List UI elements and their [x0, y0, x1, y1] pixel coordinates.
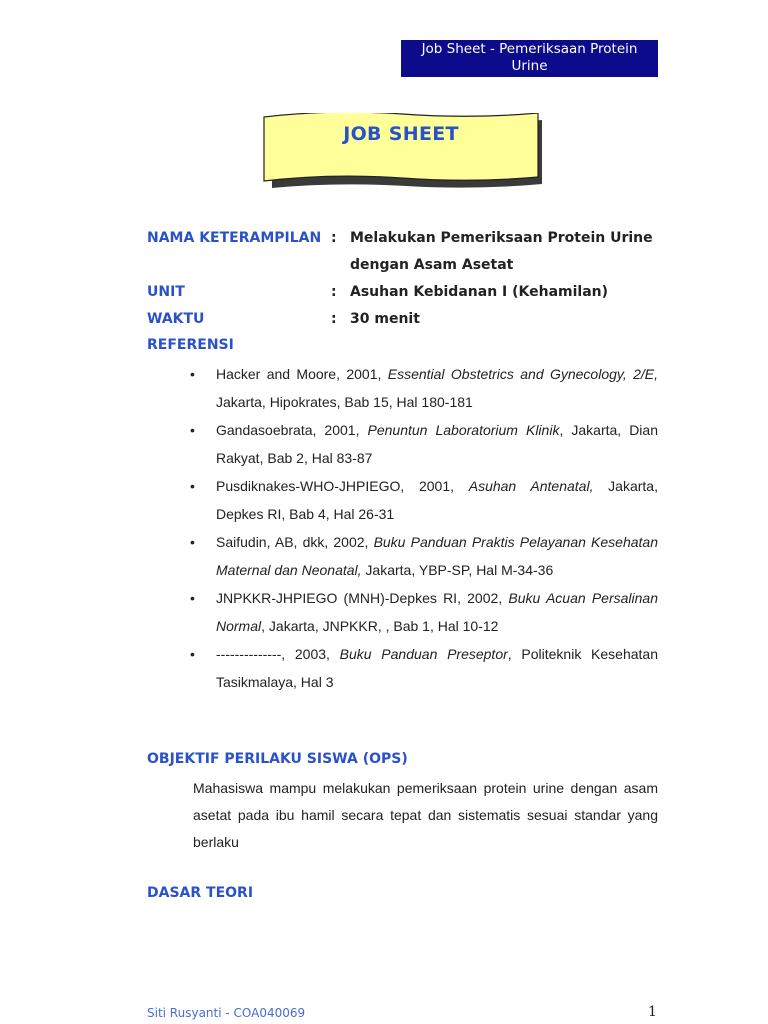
reference-author: --------------, 2003, [216, 646, 340, 662]
heading-ops: OBJEKTIF PERILAKU SISWA (OPS) [147, 751, 408, 767]
reference-details: , Politeknik Kesehatan Tasikmalaya, Hal 3 [216, 646, 658, 690]
header-title-line1: Job Sheet - Pemeriksaan Protein [421, 41, 638, 57]
reference-title: Essential Obstetrics and Gynecology, 2/E, [387, 366, 659, 382]
footer-author: Siti Rusyanti - COA040069 [147, 1006, 306, 1020]
reference-item [190, 417, 658, 472]
value-unit: Asuhan Kebidanan I (Kehamilan) [350, 284, 609, 300]
reference-author: Pusdiknakes-WHO-JHPIEGO, 2001, [216, 478, 469, 494]
reference-details: , Jakarta, Dian Rakyat, Bab 2, Hal 83-87 [216, 422, 658, 466]
ops-paragraph: Mahasiswa mampu melakukan pemeriksaan protein urine dengan asam asetat pada ibu hamil secara tepat dan sistematis sesuai standar yang berlaku [193, 780, 658, 850]
reference-author: Saifudin, AB, dkk, 2002, [216, 534, 374, 550]
reference-title: Buku Acuan Persalinan Normal [216, 590, 658, 634]
reference-item [190, 641, 658, 696]
label-nama-keterampilan: NAMA KETERAMPILAN [147, 230, 322, 246]
reference-title: Asuhan Antenatal, [468, 478, 594, 494]
reference-details: Jakarta, Hipokrates, Bab 15, Hal 180-181 [216, 393, 473, 410]
value-waktu: 30 menit [350, 311, 420, 327]
reference-item [190, 529, 658, 584]
reference-item [190, 473, 658, 528]
bullet-icon: • [190, 422, 195, 438]
header-title-box [401, 40, 658, 77]
reference-item [190, 361, 658, 416]
reference-title: Penuntun Laboratorium Klinik [367, 422, 560, 438]
reference-details: Jakarta, Depkes RI, Bab 4, Hal 26-31 [216, 478, 658, 522]
colon-waktu: : [331, 311, 337, 327]
page-number: 1 [648, 1004, 657, 1020]
reference-author: Gandasoebrata, 2001, [216, 422, 368, 438]
reference-author: JNPKKR-JHPIEGO (MNH)-Depkes RI, 2002, [216, 590, 509, 606]
label-unit: UNIT [147, 284, 185, 300]
reference-list [190, 361, 658, 696]
colon-unit: : [331, 284, 337, 300]
reference-author: Hacker and Moore, 2001, [216, 366, 388, 382]
reference-details: Jakarta, YBP-SP, Hal M-34-36 [361, 561, 554, 578]
label-waktu: WAKTU [147, 311, 205, 327]
job-sheet-banner [262, 113, 544, 193]
reference-title: Buku Panduan Praktis Pelayanan Kesehatan Maternal dan Neonatal, [216, 534, 658, 578]
heading-dasar-teori: DASAR TEORI [147, 885, 254, 901]
bullet-icon: • [190, 534, 195, 550]
bullet-icon: • [190, 478, 195, 494]
value-nama-line2: dengan Asam Asetat [350, 257, 514, 273]
bullet-icon: • [190, 646, 195, 662]
banner-title: JOB SHEET [343, 123, 459, 145]
reference-details: , Jakarta, JNPKKR, , Bab 1, Hal 10-12 [261, 617, 499, 634]
bullet-icon: • [190, 590, 195, 606]
bullet-icon: • [190, 366, 195, 382]
colon-nama: : [331, 230, 337, 246]
reference-item [190, 585, 658, 640]
reference-title: Buku Panduan Preseptor [339, 646, 508, 662]
heading-referensi: REFERENSI [147, 337, 234, 353]
value-nama-line1: Melakukan Pemeriksaan Protein Urine [350, 230, 653, 246]
header-title-line2: Urine [511, 58, 548, 74]
